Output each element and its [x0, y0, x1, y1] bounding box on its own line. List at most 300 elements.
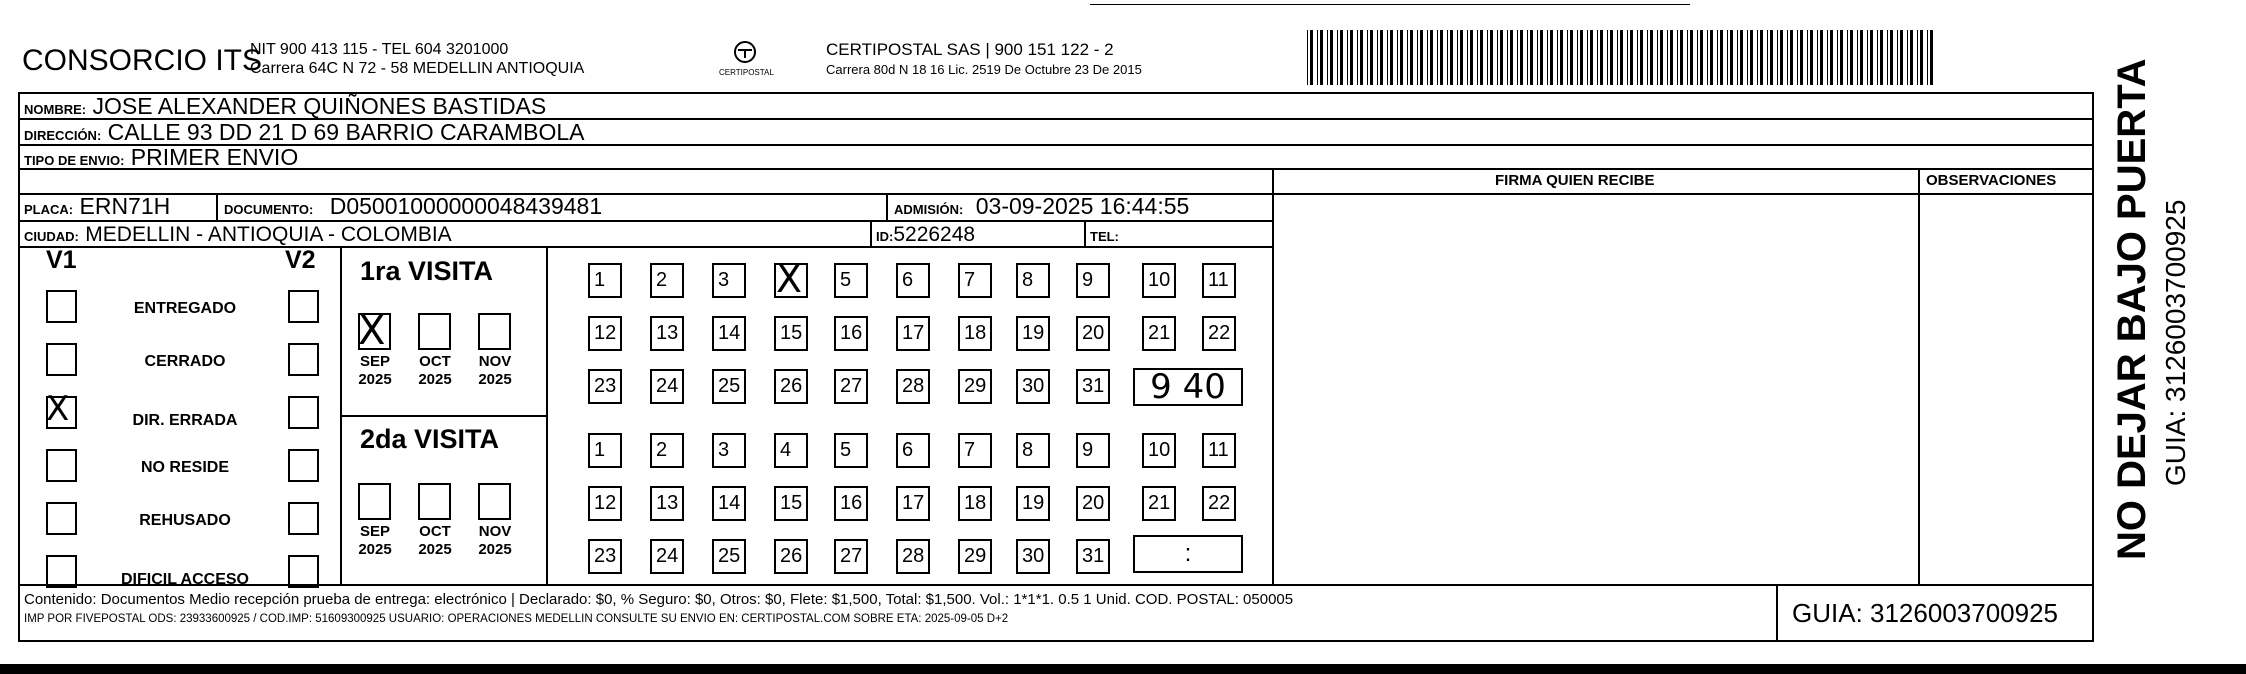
- day-6[interactable]: [896, 263, 930, 298]
- day-18[interactable]: [958, 486, 992, 521]
- barcode-bar: [1870, 30, 1873, 85]
- day-number: 20: [1082, 492, 1105, 514]
- day-5[interactable]: [834, 433, 868, 468]
- month-label: OCT: [419, 523, 451, 540]
- barcode-bar: [1627, 30, 1628, 85]
- month-label: OCT: [419, 353, 451, 370]
- day-number: 29: [964, 545, 987, 567]
- visit1-time[interactable]: 9 40: [1133, 368, 1243, 406]
- shipment-type-label: TIPO DE ENVIO:: [24, 153, 125, 168]
- v2-checkbox[interactable]: [288, 290, 319, 323]
- row-divider: [18, 168, 2094, 170]
- day-number: 3: [718, 439, 730, 461]
- day-number: 24: [656, 545, 679, 567]
- barcode-bar: [1320, 30, 1323, 85]
- barcode-bar: [1860, 30, 1863, 85]
- day-number: 8: [1022, 269, 1034, 291]
- day-number: 23: [594, 375, 617, 397]
- plate-value: ERN71H: [79, 193, 171, 219]
- barcode-bar: [1927, 30, 1928, 85]
- barcode-bar: [1400, 30, 1403, 85]
- day-number: 15: [780, 322, 803, 344]
- barcode-bar: [1590, 30, 1593, 85]
- barcode-bar: [1700, 30, 1703, 85]
- v1-checkbox[interactable]: [46, 343, 77, 376]
- day-22[interactable]: [1202, 486, 1236, 521]
- month-checkbox-nov[interactable]: [478, 483, 511, 520]
- visit-separator: [340, 415, 546, 417]
- v2-checkbox[interactable]: [288, 449, 319, 482]
- day-number: 28: [902, 375, 925, 397]
- barcode-bar: [1807, 30, 1808, 85]
- status-label: CERRADO: [144, 353, 226, 370]
- day-13[interactable]: [650, 486, 684, 521]
- barcode-bar: [1857, 30, 1858, 85]
- barcode-bar: [1370, 30, 1373, 85]
- day-number: 13: [656, 322, 679, 344]
- day-11[interactable]: [1202, 263, 1236, 298]
- barcode-bar: [1440, 30, 1443, 85]
- barcode-bar: [1567, 30, 1568, 85]
- day-29[interactable]: [958, 369, 992, 404]
- day-20[interactable]: [1076, 486, 1110, 521]
- barcode-bar: [1360, 30, 1363, 85]
- no-dejar-warning: NO DEJAR BAJO PUERTA: [2110, 58, 2154, 560]
- city-value: MEDELLIN - ANTIOQUIA - COLOMBIA: [85, 223, 452, 246]
- barcode-bar: [1790, 30, 1793, 85]
- barcode-bar: [1887, 30, 1888, 85]
- day-26[interactable]: [774, 369, 808, 404]
- day-number: 8: [1022, 439, 1034, 461]
- barcode-bar: [1740, 30, 1743, 85]
- day-3[interactable]: [712, 433, 746, 468]
- day-number: 22: [1208, 492, 1231, 514]
- bottom-bar: [0, 664, 2246, 674]
- barcode-bar: [1537, 30, 1538, 85]
- day-31[interactable]: [1076, 539, 1110, 574]
- year-label: 2025: [478, 541, 512, 558]
- day-23[interactable]: [588, 369, 622, 404]
- day-number: 10: [1148, 439, 1171, 461]
- day-number: 3: [718, 269, 730, 291]
- barcode-bar: [1777, 30, 1778, 85]
- day-24[interactable]: [650, 369, 684, 404]
- barcode-bar: [1527, 30, 1528, 85]
- barcode-bar: [1430, 30, 1433, 85]
- day-number: 4: [780, 439, 792, 461]
- status-label: NO RESIDE: [140, 459, 229, 476]
- footer-divider: [18, 584, 2094, 586]
- barcode-bar: [1387, 30, 1388, 85]
- day-10[interactable]: [1142, 263, 1176, 298]
- visit1-title: 1ra VISITA: [360, 256, 494, 286]
- day-number: 11: [1208, 269, 1229, 291]
- day-26[interactable]: [774, 539, 808, 574]
- day-25[interactable]: [712, 539, 746, 574]
- day-number: 14: [718, 322, 741, 344]
- day-8[interactable]: [1016, 263, 1050, 298]
- barcode-bar: [1350, 30, 1353, 85]
- address-value: CALLE 93 DD 21 D 69 BARRIO CARAMBOLA: [107, 119, 585, 145]
- day-5[interactable]: [834, 263, 868, 298]
- row-divider: [1272, 193, 2094, 195]
- barcode-bar: [1600, 30, 1603, 85]
- barcode-bar: [1547, 30, 1548, 85]
- month-checkbox-sep[interactable]: [358, 308, 391, 354]
- day-21[interactable]: [1142, 486, 1176, 521]
- barcode-bar: [1837, 30, 1838, 85]
- license-line: Carrera 80d N 18 16 Lic. 2519 De Octubre 23 De 2015: [826, 62, 1142, 77]
- day-number: 9: [1082, 269, 1094, 291]
- v2-checkbox[interactable]: [288, 555, 319, 588]
- v1-checkbox[interactable]: [46, 290, 77, 323]
- barcode-bar: [1450, 30, 1453, 85]
- v1-checkbox[interactable]: [46, 502, 77, 535]
- barcode-bar: [1760, 30, 1763, 85]
- barcode-bar: [1580, 30, 1583, 85]
- day-27[interactable]: [834, 539, 868, 574]
- top-rule: [1090, 4, 1690, 5]
- day-number: 26: [780, 375, 803, 397]
- barcode-bar: [1497, 30, 1498, 85]
- barcode-bar: [1310, 30, 1313, 85]
- barcode-bar: [1660, 30, 1663, 85]
- barcode-bar: [1710, 30, 1713, 85]
- day-30[interactable]: [1016, 539, 1050, 574]
- day-number: 12: [594, 492, 617, 514]
- day-1[interactable]: [588, 263, 622, 298]
- day-number: 10: [1148, 269, 1171, 291]
- month-label: SEP: [359, 353, 390, 370]
- barcode-bar: [1410, 30, 1413, 85]
- day-14[interactable]: [712, 486, 746, 521]
- day-number: 5: [840, 439, 852, 461]
- day-22[interactable]: [1202, 316, 1236, 351]
- day-number: 15: [780, 492, 803, 514]
- city-label: CIUDAD:: [24, 229, 79, 244]
- day-number: 19: [1022, 492, 1045, 514]
- day-7[interactable]: [958, 433, 992, 468]
- day-number: 6: [902, 439, 914, 461]
- barcode-bar: [1800, 30, 1803, 85]
- day-19[interactable]: [1016, 316, 1050, 351]
- barcode-bar: [1477, 30, 1478, 85]
- id-value: 5226248: [893, 223, 976, 246]
- visit-divider: [546, 246, 548, 584]
- barcode-bar: [1407, 30, 1408, 85]
- check-mark: X: [776, 257, 803, 301]
- day-number: 12: [594, 322, 617, 344]
- day-28[interactable]: [896, 369, 930, 404]
- barcode-bar: [1520, 30, 1523, 85]
- barcode-bar: [1380, 30, 1383, 85]
- day-number: 13: [656, 492, 679, 514]
- day-19[interactable]: [1016, 486, 1050, 521]
- label-frame: [18, 92, 2094, 642]
- day-number: 18: [964, 322, 987, 344]
- barcode-bar: [1877, 30, 1878, 85]
- barcode-bar: [1637, 30, 1638, 85]
- barcode-bar: [1907, 30, 1908, 85]
- plate-divider: [216, 193, 218, 220]
- day-10[interactable]: [1142, 433, 1176, 468]
- barcode-bar: [1850, 30, 1853, 85]
- month-checkbox-oct[interactable]: [418, 313, 451, 350]
- barcode-bar: [1787, 30, 1788, 85]
- id-label: ID:: [876, 229, 894, 244]
- status-label: DIR. ERRADA: [132, 412, 238, 429]
- address-label: DIRECCIÓN:: [24, 128, 102, 143]
- barcode-bar: [1607, 30, 1608, 85]
- barcode-bar: [1657, 30, 1658, 85]
- barcode-bar: [1917, 30, 1918, 85]
- barcode: [1305, 30, 1940, 85]
- day-21[interactable]: [1142, 316, 1176, 351]
- day-number: 30: [1022, 545, 1045, 567]
- month-label: SEP: [359, 523, 390, 540]
- barcode-bar: [1897, 30, 1898, 85]
- day-15[interactable]: [774, 486, 808, 521]
- barcode-bar: [1460, 30, 1463, 85]
- day-number: 6: [902, 269, 914, 291]
- day-30[interactable]: [1016, 369, 1050, 404]
- barcode-bar: [1457, 30, 1458, 85]
- barcode-bar: [1507, 30, 1508, 85]
- barcode-bar: [1420, 30, 1423, 85]
- barcode-bar: [1767, 30, 1768, 85]
- admission-divider: [886, 193, 888, 220]
- day-4[interactable]: [774, 257, 808, 301]
- day-12[interactable]: [588, 486, 622, 521]
- day-number: 21: [1148, 492, 1171, 514]
- day-9[interactable]: [1076, 433, 1110, 468]
- barcode-bar: [1530, 30, 1533, 85]
- signature-divider: [1272, 168, 1274, 584]
- content-line: Contenido: Documentos Medio recepción prueba de entrega: electrónico | Declarado: $0, % Seguro: $0, Otros: $0, Flete: $1,500, Total: $1,500. Vol.: 1*1*1. 0.5 1 Unid. COD. POSTAL: 050005: [24, 591, 1294, 608]
- barcode-bar: [1517, 30, 1518, 85]
- barcode-bar: [1587, 30, 1588, 85]
- barcode-bar: [1647, 30, 1648, 85]
- day-8[interactable]: [1016, 433, 1050, 468]
- company-name: CONSORCIO ITS: [22, 44, 263, 77]
- day-number: 17: [902, 492, 925, 514]
- barcode-bar: [1347, 30, 1348, 85]
- barcode-bar: [1680, 30, 1683, 85]
- barcode-bar: [1630, 30, 1633, 85]
- barcode-bar: [1330, 30, 1333, 85]
- barcode-bar: [1797, 30, 1798, 85]
- barcode-bar: [1820, 30, 1823, 85]
- day-number: 7: [964, 269, 976, 291]
- name-label: NOMBRE:: [24, 102, 87, 117]
- barcode-bar: [1707, 30, 1708, 85]
- barcode-bar: [1390, 30, 1393, 85]
- day-16[interactable]: [834, 316, 868, 351]
- side-guia: GUIA: 3126003700925: [2160, 199, 2191, 486]
- barcode-bar: [1867, 30, 1868, 85]
- day-number: 31: [1082, 545, 1105, 567]
- barcode-bar: [1597, 30, 1598, 85]
- barcode-bar: [1920, 30, 1923, 85]
- day-number: 5: [840, 269, 852, 291]
- check-mark: X: [46, 389, 70, 429]
- day-number: 20: [1082, 322, 1105, 344]
- tel-label: TEL:: [1090, 229, 1119, 244]
- barcode-bar: [1617, 30, 1618, 85]
- barcode-bar: [1480, 30, 1483, 85]
- status-label: REHUSADO: [139, 512, 231, 529]
- city-row: [24, 219, 452, 251]
- day-2[interactable]: [650, 263, 684, 298]
- visit2-time[interactable]: :: [1133, 535, 1243, 573]
- day-15[interactable]: [774, 316, 808, 351]
- v1-label: V1: [46, 246, 77, 274]
- v1-checkbox[interactable]: [46, 449, 77, 482]
- day-29[interactable]: [958, 539, 992, 574]
- year-label: 2025: [358, 371, 392, 388]
- barcode-bar: [1340, 30, 1343, 85]
- barcode-bar: [1610, 30, 1613, 85]
- guia-box: GUIA: 3126003700925: [1792, 598, 2058, 628]
- month-checkbox-sep[interactable]: [358, 483, 391, 520]
- barcode-bar: [1690, 30, 1693, 85]
- day-9[interactable]: [1076, 263, 1110, 298]
- barcode-bar: [1780, 30, 1783, 85]
- barcode-bar: [1670, 30, 1673, 85]
- day-11[interactable]: [1202, 433, 1236, 468]
- month-label: NOV: [478, 353, 512, 370]
- v2-checkbox[interactable]: [288, 396, 319, 429]
- day-number: 23: [594, 545, 617, 567]
- day-number: 1: [594, 439, 606, 461]
- barcode-bar: [1550, 30, 1553, 85]
- visit2-title: 2da VISITA: [360, 424, 500, 454]
- day-16[interactable]: [834, 486, 868, 521]
- day-number: 30: [1022, 375, 1045, 397]
- day-17[interactable]: [896, 486, 930, 521]
- day-28[interactable]: [896, 539, 930, 574]
- day-12[interactable]: [588, 316, 622, 351]
- day-25[interactable]: [712, 369, 746, 404]
- footer-guia-divider: [1776, 584, 1778, 642]
- firma-label: FIRMA QUIEN RECIBE: [1495, 172, 1655, 189]
- day-27[interactable]: [834, 369, 868, 404]
- barcode-bar: [1757, 30, 1758, 85]
- barcode-bar: [1890, 30, 1893, 85]
- day-number: 14: [718, 492, 741, 514]
- day-number: 9: [1082, 439, 1094, 461]
- barcode-bar: [1687, 30, 1688, 85]
- name-value: JOSE ALEXANDER QUIÑONES BASTIDAS: [92, 93, 547, 119]
- day-number: 1: [594, 269, 606, 291]
- year-label: 2025: [418, 371, 452, 388]
- shipment-type-value: PRIMER ENVIO: [130, 144, 299, 170]
- barcode-bar: [1930, 30, 1933, 85]
- barcode-bar: [1487, 30, 1488, 85]
- barcode-bar: [1357, 30, 1358, 85]
- day-24[interactable]: [650, 539, 684, 574]
- day-1[interactable]: [588, 433, 622, 468]
- barcode-bar: [1500, 30, 1503, 85]
- address-line: Carrera 64C N 72 - 58 MEDELLIN ANTIOQUIA: [250, 60, 585, 77]
- barcode-bar: [1577, 30, 1578, 85]
- barcode-bar: [1427, 30, 1428, 85]
- day-number: 26: [780, 545, 803, 567]
- imp-line: IMP POR FIVEPOSTAL ODS: 23933600925 / COD.IMP: 51609300925 USUARIO: OPERACIONES MEDELLIN CONSULTE SU ENVIO EN: CERTIPOSTAL.COM SOBRE ETA: 2025-09-05 D+2: [24, 613, 1009, 625]
- id-row: [876, 219, 975, 251]
- v2-label: V2: [285, 246, 316, 274]
- day-4[interactable]: [774, 433, 808, 468]
- barcode-bar: [1830, 30, 1833, 85]
- shipment-row: [24, 143, 298, 175]
- barcode-bar: [1737, 30, 1738, 85]
- day-number: 27: [840, 375, 863, 397]
- day-number: 17: [902, 322, 925, 344]
- month-checkbox-nov[interactable]: [478, 313, 511, 350]
- observaciones-divider: [1918, 168, 1920, 584]
- day-number: 16: [840, 492, 863, 514]
- v2-checkbox[interactable]: [288, 502, 319, 535]
- observaciones-label: OBSERVACIONES: [1926, 172, 2057, 189]
- barcode-bar: [1667, 30, 1668, 85]
- v1-checkbox[interactable]: [46, 389, 77, 429]
- barcode-bar: [1417, 30, 1418, 85]
- barcode-bar: [1677, 30, 1678, 85]
- day-20[interactable]: [1076, 316, 1110, 351]
- day-14[interactable]: [712, 316, 746, 351]
- day-13[interactable]: [650, 316, 684, 351]
- status-label: ENTREGADO: [133, 300, 237, 317]
- barcode-bar: [1650, 30, 1653, 85]
- barcode-bar: [1377, 30, 1378, 85]
- day-number: 27: [840, 545, 863, 567]
- barcode-bar: [1560, 30, 1563, 85]
- barcode-bar: [1510, 30, 1513, 85]
- v1-checkbox[interactable]: [46, 555, 77, 588]
- admission-label: ADMISIÓN:: [894, 202, 964, 217]
- day-23[interactable]: [588, 539, 622, 574]
- day-18[interactable]: [958, 316, 992, 351]
- month-checkbox-oct[interactable]: [418, 483, 451, 520]
- day-number: 25: [718, 545, 741, 567]
- barcode-bar: [1750, 30, 1753, 85]
- barcode-bar: [1727, 30, 1728, 85]
- day-number: 22: [1208, 322, 1231, 344]
- barcode-bar: [1397, 30, 1398, 85]
- day-number: 2: [656, 269, 668, 291]
- day-17[interactable]: [896, 316, 930, 351]
- day-3[interactable]: [712, 263, 746, 298]
- document-label: DOCUMENTO:: [224, 202, 314, 217]
- day-number: 7: [964, 439, 976, 461]
- year-label: 2025: [358, 541, 392, 558]
- barcode-bar: [1810, 30, 1813, 85]
- day-31[interactable]: [1076, 369, 1110, 404]
- day-2[interactable]: [650, 433, 684, 468]
- plate-label: PLACA:: [24, 202, 74, 217]
- day-number: 29: [964, 375, 987, 397]
- day-number: 24: [656, 375, 679, 397]
- v2-checkbox[interactable]: [288, 343, 319, 376]
- barcode-bar: [1470, 30, 1473, 85]
- day-6[interactable]: [896, 433, 930, 468]
- barcode-bar: [1817, 30, 1818, 85]
- barcode-bar: [1540, 30, 1543, 85]
- day-7[interactable]: [958, 263, 992, 298]
- barcode-bar: [1467, 30, 1468, 85]
- barcode-bar: [1840, 30, 1843, 85]
- check-mark: X: [358, 308, 386, 354]
